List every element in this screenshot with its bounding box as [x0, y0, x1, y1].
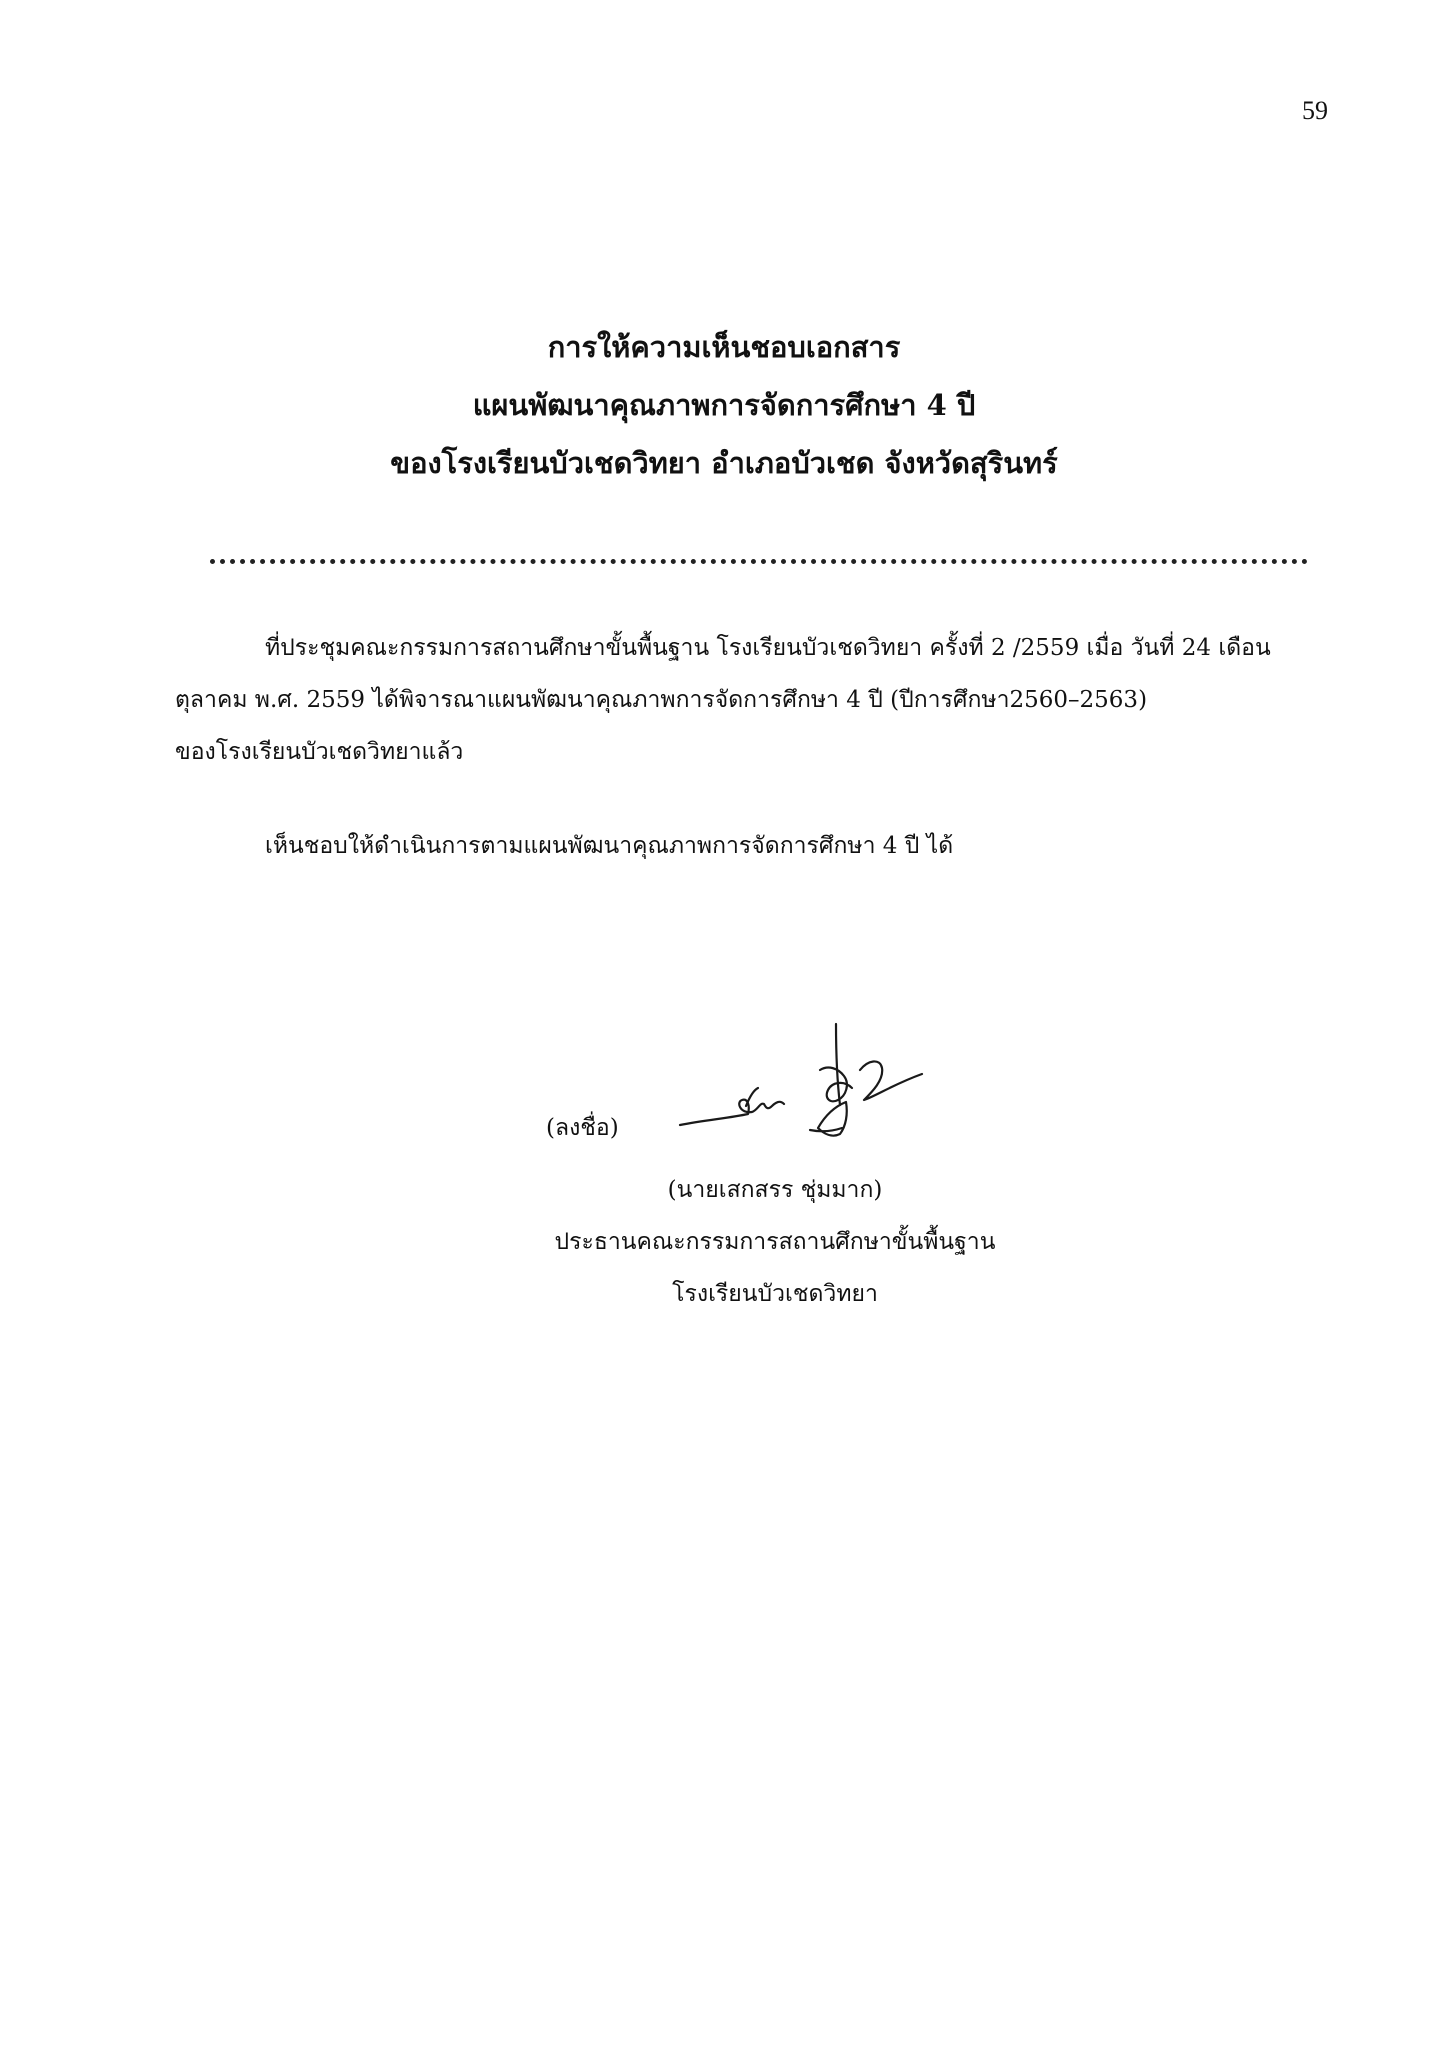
page-number: 59 [1302, 96, 1328, 125]
approval-statement: เห็นชอบให้ดำเนินการตามแผนพัฒนาคุณภาพการจัดการศึกษา 4 ปี ได้ [265, 833, 954, 859]
approval-paragraph-line-1: ที่ประชุมคณะกรรมการสถานศึกษาขั้นพื้นฐาน โรงเรียนบัวเชดวิทยา ครั้งที่ 2 /2559 เมื่อ วันที่ 24 เดือน [265, 635, 1271, 661]
document-title [0, 318, 1448, 492]
signer-position: ประธานคณะกรรมการสถานศึกษาขั้นพื้นฐาน [554, 1229, 996, 1255]
signer-name: (นายเสกสรร ชุ่มมาก) [667, 1177, 883, 1203]
dotted-separator [210, 559, 1308, 564]
title-line-2: แผนพัฒนาคุณภาพการจัดการศึกษา 4 ปี [472, 388, 976, 422]
approval-paragraph [175, 622, 1330, 778]
approval-paragraph-line-2: ตุลาคม พ.ศ. 2559 ได้พิจารณาแผนพัฒนาคุณภาพการจัดการศึกษา 4 ปี (ปีการศึกษา2560–2563) [175, 687, 1148, 713]
approval-paragraph-line-3: ของโรงเรียนบัวเชดวิทยาแล้ว [175, 739, 464, 765]
signer-organization: โรงเรียนบัวเชดวิทยา [672, 1281, 878, 1307]
sign-label: (ลงชื่อ) [546, 1115, 619, 1141]
title-line-3: ของโรงเรียนบัวเชดวิทยา อำเภอบัวเชด จังหวัดสุรินทร์ [390, 446, 1058, 480]
handwritten-signature [660, 1010, 960, 1160]
title-line-1: การให้ความเห็นชอบเอกสาร [547, 330, 901, 364]
signature-area [540, 1010, 1020, 1160]
signer-block [400, 1164, 1150, 1320]
